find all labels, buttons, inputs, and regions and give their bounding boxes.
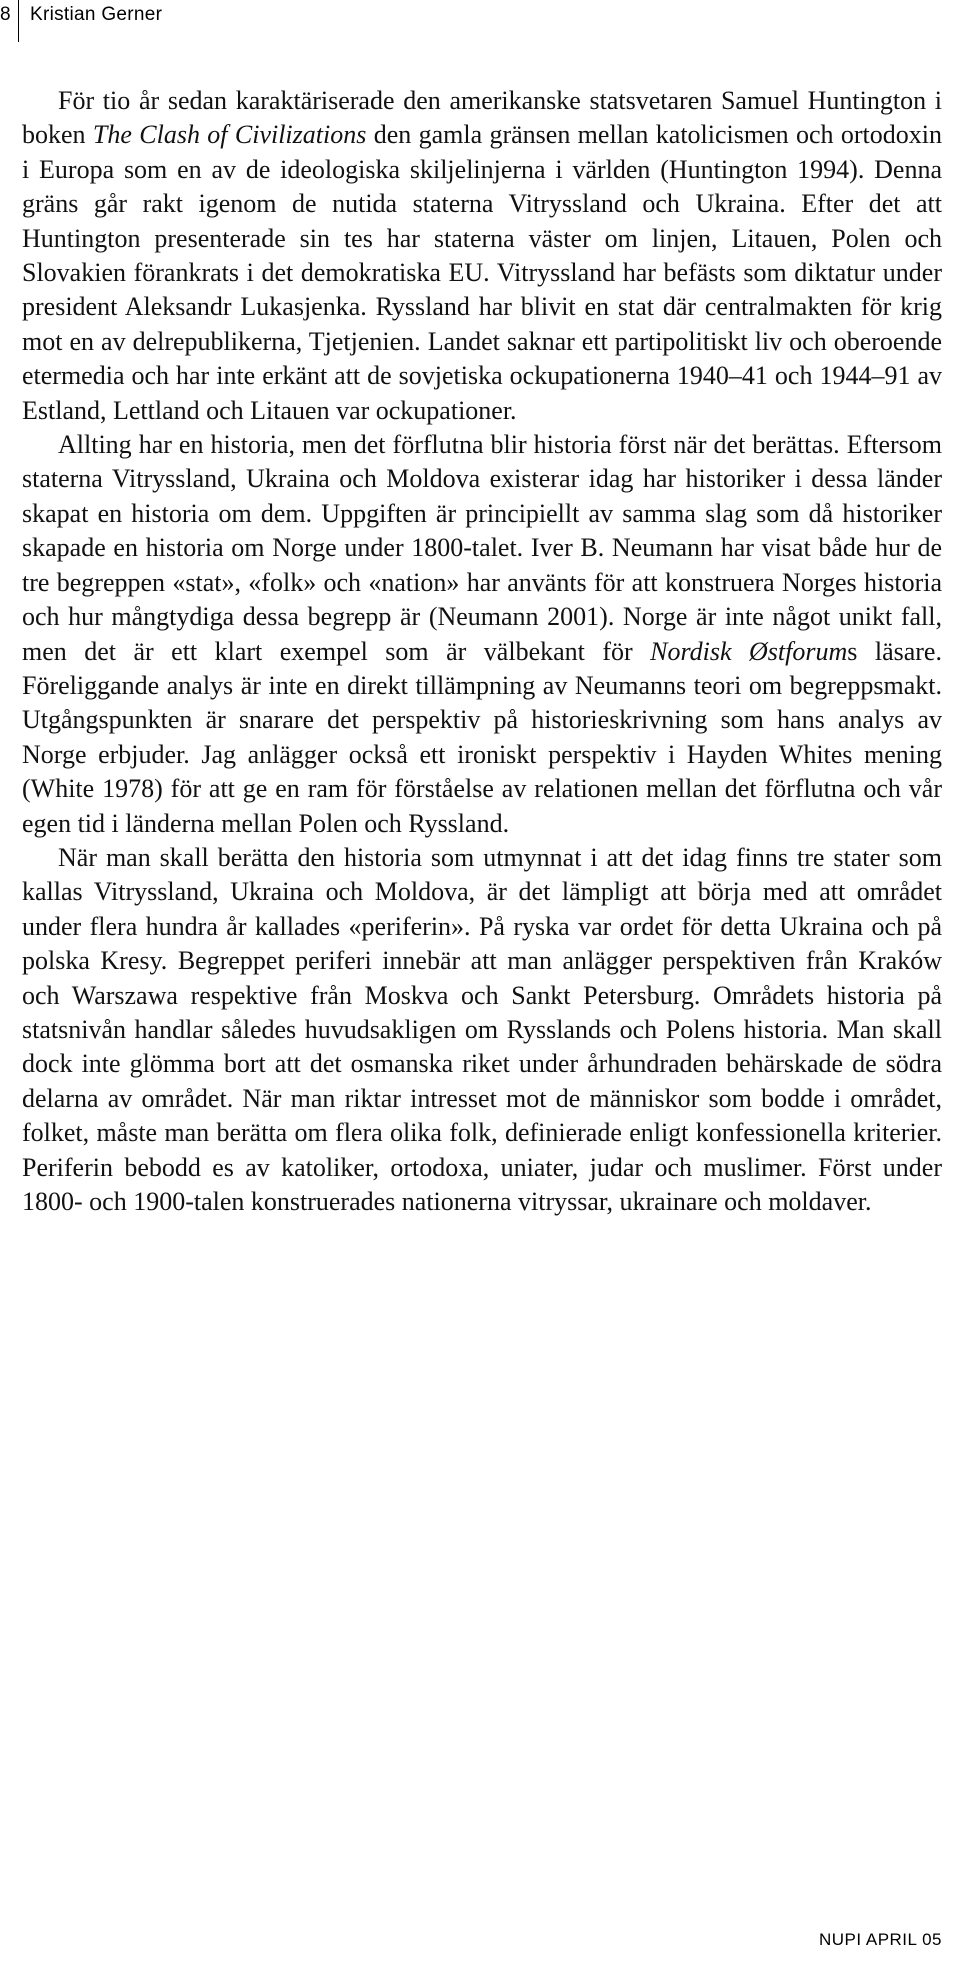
paragraph-1-text-a: För tio år sedan karaktäriserade den amerikanske statsvetaren Samuel Huntington i boken	[22, 86, 942, 150]
paragraph-1	[22, 84, 942, 428]
paragraph-1-text-b: den gamla gränsen mellan katolicismen och ortodoxin i Europa som en av de ideologiska skiljelinjerna i världen (Huntington 1994). Denna gräns går rakt igenom de nutida staterna Vitryssland och Ukraina. Efter det att Huntington presenterade sin tes har staterna väster om linjen, Litauen, Polen och Slovakien förankrats i det demokratiska EU. Vitryssland har befästs som diktatur under president Aleksandr Lukasjenka. Ryssland har blivit en stat där centralmakten för krig mot en av delrepublikerna, Tjetjenien. Landet saknar ett partipolitiskt liv och oberoende etermedia och har inte erkänt att de sovjetiska ockupationerna 1940–41 och 1944–91 av Estland, Lettland och Litauen var ockupationer.	[22, 120, 942, 425]
paragraph-3: När man skall berätta den historia som utmynnat i att det idag finns tre stater som kallas Vitryssland, Ukraina och Moldova, är det lämpligt att börja med att området under flera hundra år kallades «periferin». På ryska var ordet för detta Ukraina och på polska Kresy. Begreppet periferi innebär att man anlägger perspektiven från Kraków och Warszawa respektive från Moskva och Sankt Petersburg. Områdets historia på statsnivån handlar således huvudsakligen om Rysslands och Polens historia. Man skall dock inte glömma bort att det osmanska riket under århundraden behärskade de södra delarna av området. När man riktar intresset mot de människor som bodde i området, folket, måste man berätta om flera olika folk, definierade enligt konfessionella kriterier. Periferin bebodd es av katoliker, ortodoxa, uniater, judar och muslimer. Först under 1800- och 1900-talen konstruerades nationerna vitryssar, ukrainare och moldaver.	[22, 842, 942, 1216]
journal-title: Nordisk Østforum	[650, 636, 848, 666]
header-divider	[18, 0, 19, 42]
running-head-author: Kristian Gerner	[30, 4, 163, 25]
running-footer: NUPI APRIL 05	[818, 1930, 942, 1949]
paragraph-2-text-b: s läsare. Föreliggande analys är inte en direkt tillämpning av Neumanns teori om begreppsmakt. Utgångspunkten är snarare det perspektiv på historieskrivning som hans analys av Norge erbjuder. Jag anlägger också ett ironiskt perspektiv i Hayden Whites mening (White 1978) för att ge en ram för förståelse av relationen mellan det förflutna och vår egen tid i länderna mellan Polen och Ryssland.	[22, 636, 942, 838]
paragraph-2	[22, 428, 942, 841]
article-body	[22, 84, 942, 1219]
page-number: 8	[0, 4, 11, 25]
book-title: The Clash of Civilizations	[92, 120, 367, 150]
paragraph-2-text-a: Allting har en historia, men det förflutna blir historia först när det berättas. Eftersom staterna Vitryssland, Ukraina och Moldova existerar idag har historiker i dessa länder skapat en historia om dem. Uppgiften är principiellt av samma slag som då historiker skapade en historia om Norge under 1800-talet. Iver B. Neumann har visat både hur de tre begreppen «stat», «folk» och «nation» har använts för att konstruera Norges historia och hur mångtydiga dessa begrepp är (Neumann 2001). Norge är inte något unikt fall, men det är ett klart exempel som är välbekant för	[22, 430, 942, 666]
